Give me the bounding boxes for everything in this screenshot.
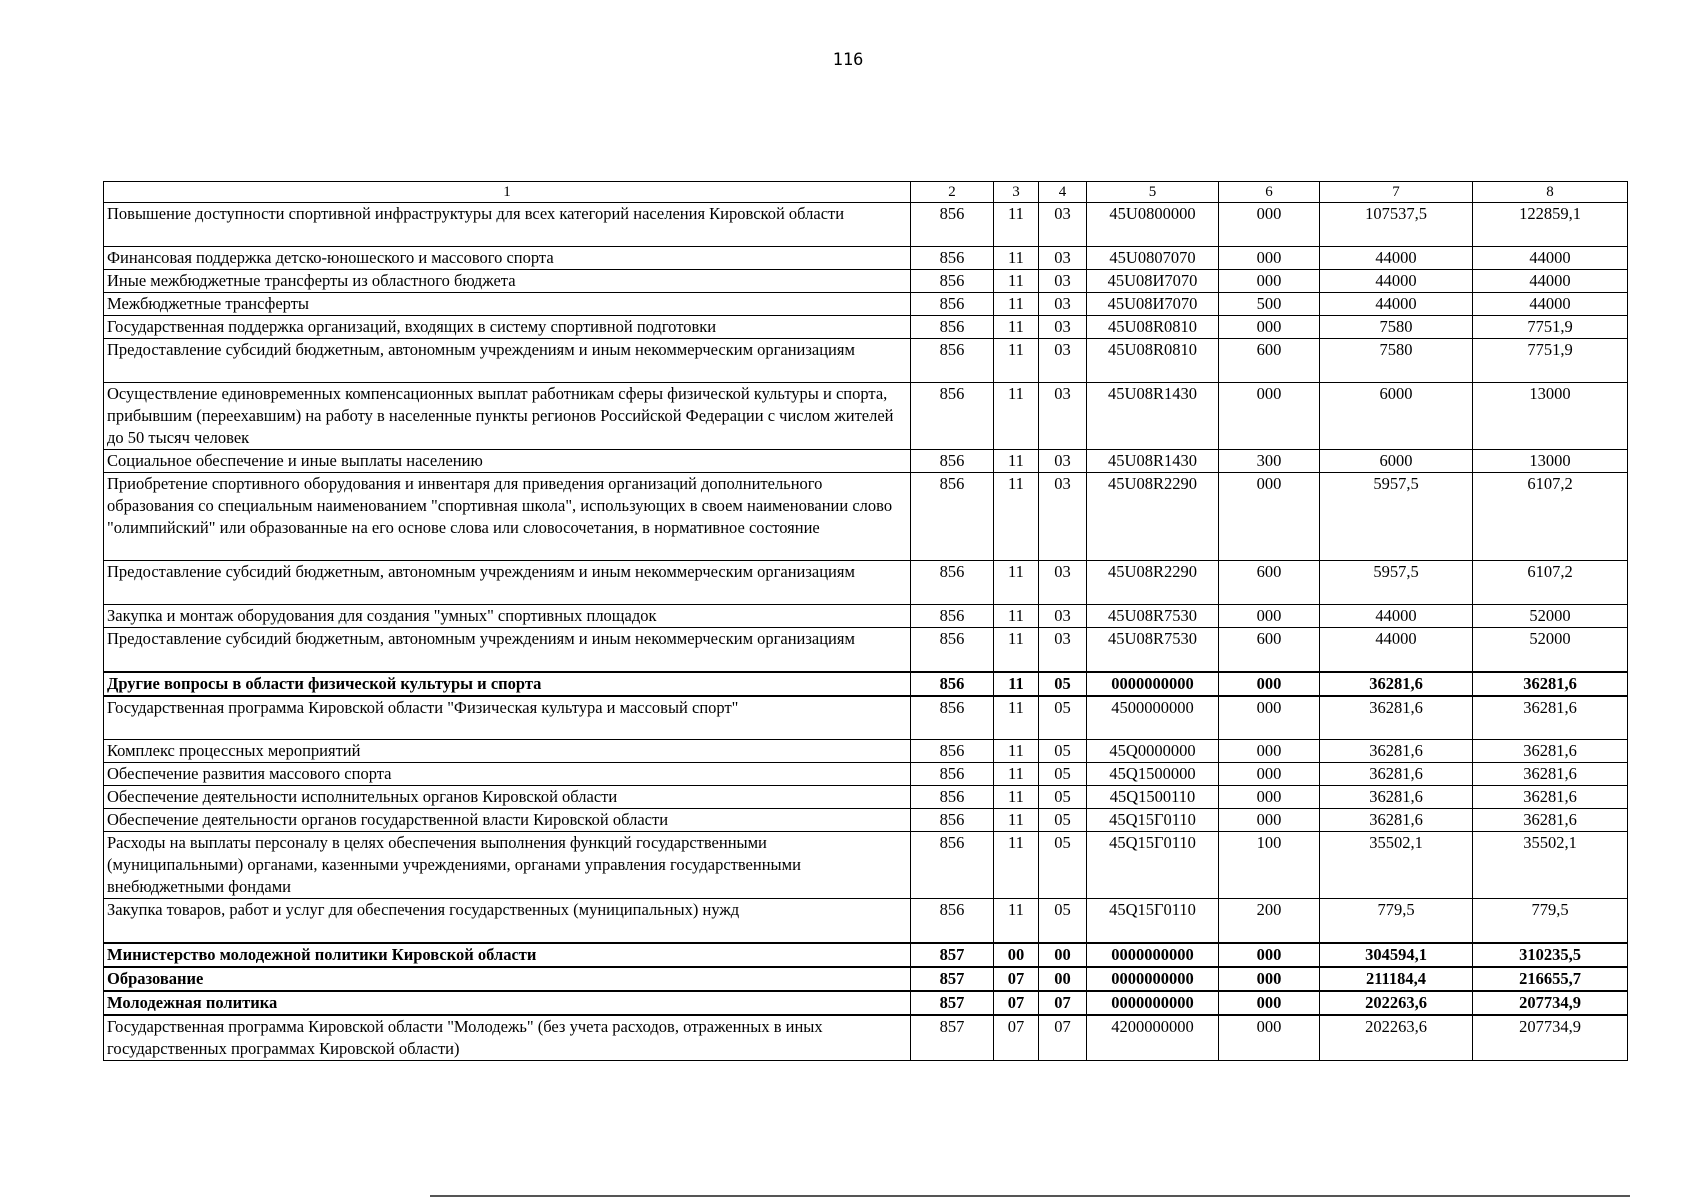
cell-col-8: 36281,6 <box>1473 809 1628 832</box>
cell-col-8: 44000 <box>1473 293 1628 316</box>
cell-col-5: 45U08R1430 <box>1087 450 1219 473</box>
cell-col-5: 45U08R0810 <box>1087 339 1219 383</box>
cell-col-4: 03 <box>1039 293 1087 316</box>
cell-col-2: 857 <box>911 991 994 1015</box>
cell-col-8: 6107,2 <box>1473 561 1628 605</box>
cell-col-7: 44000 <box>1320 270 1473 293</box>
cell-col-6: 200 <box>1219 899 1320 943</box>
table-row <box>104 247 1628 270</box>
cell-col-7: 35502,1 <box>1320 832 1473 899</box>
table-row <box>104 473 1628 561</box>
cell-col-8: 36281,6 <box>1473 696 1628 740</box>
cell-col-6: 000 <box>1219 316 1320 339</box>
header-col-2: 2 <box>911 182 994 203</box>
cell-col-4: 03 <box>1039 561 1087 605</box>
header-col-3: 3 <box>994 182 1039 203</box>
table-row <box>104 991 1628 1015</box>
cell-col-2: 856 <box>911 203 994 247</box>
cell-col-4: 03 <box>1039 450 1087 473</box>
cell-col-4: 03 <box>1039 605 1087 628</box>
cell-col-8: 44000 <box>1473 270 1628 293</box>
table-row <box>104 672 1628 696</box>
cell-col-7: 44000 <box>1320 293 1473 316</box>
cell-col-8: 36281,6 <box>1473 763 1628 786</box>
cell-col-5: 0000000000 <box>1087 967 1219 991</box>
cell-description: Предоставление субсидий бюджетным, автономным учреждениям и иным некоммерческим организациям <box>104 339 911 383</box>
cell-col-7: 36281,6 <box>1320 786 1473 809</box>
cell-col-8: 52000 <box>1473 605 1628 628</box>
cell-col-4: 03 <box>1039 270 1087 293</box>
cell-col-5: 0000000000 <box>1087 672 1219 696</box>
cell-description: Иные межбюджетные трансферты из областного бюджета <box>104 270 911 293</box>
cell-col-8: 7751,9 <box>1473 316 1628 339</box>
cell-col-5: 45Q1500000 <box>1087 763 1219 786</box>
cell-col-6: 000 <box>1219 270 1320 293</box>
cell-col-2: 857 <box>911 943 994 967</box>
cell-col-7: 36281,6 <box>1320 809 1473 832</box>
cell-col-3: 11 <box>994 740 1039 763</box>
cell-description: Образование <box>104 967 911 991</box>
cell-col-4: 05 <box>1039 899 1087 943</box>
cell-col-3: 11 <box>994 473 1039 561</box>
header-col-7: 7 <box>1320 182 1473 203</box>
cell-description: Государственная программа Кировской области "Молодежь" (без учета расходов, отраженных в иных государственных программах Кировской области) <box>104 1015 911 1061</box>
cell-col-6: 600 <box>1219 628 1320 672</box>
cell-col-8: 122859,1 <box>1473 203 1628 247</box>
cell-col-2: 856 <box>911 473 994 561</box>
cell-col-4: 05 <box>1039 832 1087 899</box>
cell-description: Министерство молодежной политики Кировской области <box>104 943 911 967</box>
cell-col-2: 856 <box>911 740 994 763</box>
cell-col-6: 000 <box>1219 203 1320 247</box>
budget-table <box>103 181 1628 1061</box>
cell-col-3: 11 <box>994 809 1039 832</box>
cell-description: Обеспечение развития массового спорта <box>104 763 911 786</box>
cell-col-2: 856 <box>911 561 994 605</box>
cell-col-5: 45U08R2290 <box>1087 561 1219 605</box>
cell-col-3: 11 <box>994 696 1039 740</box>
cell-col-7: 6000 <box>1320 383 1473 450</box>
cell-col-8: 207734,9 <box>1473 991 1628 1015</box>
cell-col-3: 11 <box>994 832 1039 899</box>
cell-col-4: 05 <box>1039 763 1087 786</box>
page-number: 116 <box>832 50 864 70</box>
table-row <box>104 967 1628 991</box>
cell-col-6: 000 <box>1219 696 1320 740</box>
table-row <box>104 383 1628 450</box>
cell-description: Повышение доступности спортивной инфраструктуры для всех категорий населения Кировской области <box>104 203 911 247</box>
cell-col-6: 000 <box>1219 383 1320 450</box>
cell-col-8: 310235,5 <box>1473 943 1628 967</box>
cell-col-8: 216655,7 <box>1473 967 1628 991</box>
cell-col-5: 45U0807070 <box>1087 247 1219 270</box>
cell-col-8: 7751,9 <box>1473 339 1628 383</box>
cell-col-3: 11 <box>994 786 1039 809</box>
cell-description: Обеспечение деятельности исполнительных органов Кировской области <box>104 786 911 809</box>
cell-col-5: 4500000000 <box>1087 696 1219 740</box>
cell-description: Государственная программа Кировской области "Физическая культура и массовый спорт" <box>104 696 911 740</box>
cell-col-4: 03 <box>1039 339 1087 383</box>
table-row <box>104 316 1628 339</box>
cell-col-2: 856 <box>911 672 994 696</box>
cell-col-3: 11 <box>994 628 1039 672</box>
cell-col-3: 11 <box>994 339 1039 383</box>
cell-col-4: 03 <box>1039 247 1087 270</box>
cell-col-2: 856 <box>911 383 994 450</box>
cell-col-4: 00 <box>1039 967 1087 991</box>
cell-col-6: 000 <box>1219 991 1320 1015</box>
cell-col-5: 45U0800000 <box>1087 203 1219 247</box>
cell-col-5: 45U08И7070 <box>1087 270 1219 293</box>
cell-col-6: 600 <box>1219 561 1320 605</box>
cell-col-7: 6000 <box>1320 450 1473 473</box>
table-row <box>104 763 1628 786</box>
cell-col-4: 03 <box>1039 316 1087 339</box>
cell-description: Предоставление субсидий бюджетным, автономным учреждениям и иным некоммерческим организациям <box>104 628 911 672</box>
cell-col-7: 202263,6 <box>1320 991 1473 1015</box>
cell-col-2: 856 <box>911 339 994 383</box>
cell-col-5: 45U08R1430 <box>1087 383 1219 450</box>
cell-description: Приобретение спортивного оборудования и инвентаря для приведения организаций дополнительного образования со специальным наименованием "спортивная школа", использующих в своем наименовании слово "олимпийский" или образованные на его основе слова или словосочетания, в нормативное состояние <box>104 473 911 561</box>
cell-description: Государственная поддержка организаций, входящих в систему спортивной подготовки <box>104 316 911 339</box>
cell-description: Обеспечение деятельности органов государственной власти Кировской области <box>104 809 911 832</box>
cell-col-5: 45Q15Г0110 <box>1087 832 1219 899</box>
cell-col-6: 000 <box>1219 672 1320 696</box>
cell-col-7: 44000 <box>1320 247 1473 270</box>
cell-col-7: 36281,6 <box>1320 672 1473 696</box>
cell-col-2: 856 <box>911 809 994 832</box>
cell-col-7: 304594,1 <box>1320 943 1473 967</box>
cell-col-5: 45U08R0810 <box>1087 316 1219 339</box>
cell-col-5: 45U08R2290 <box>1087 473 1219 561</box>
cell-col-8: 207734,9 <box>1473 1015 1628 1061</box>
cell-col-3: 11 <box>994 316 1039 339</box>
cell-description: Межбюджетные трансферты <box>104 293 911 316</box>
cell-col-6: 300 <box>1219 450 1320 473</box>
cell-col-6: 000 <box>1219 763 1320 786</box>
cell-description: Комплекс процессных мероприятий <box>104 740 911 763</box>
cell-col-4: 03 <box>1039 203 1087 247</box>
header-col-5: 5 <box>1087 182 1219 203</box>
cell-col-7: 7580 <box>1320 316 1473 339</box>
cell-col-3: 11 <box>994 450 1039 473</box>
cell-col-3: 11 <box>994 247 1039 270</box>
cell-col-8: 52000 <box>1473 628 1628 672</box>
cell-col-7: 5957,5 <box>1320 561 1473 605</box>
cell-col-5: 45U08R7530 <box>1087 605 1219 628</box>
cell-description: Социальное обеспечение и иные выплаты населению <box>104 450 911 473</box>
cell-col-2: 856 <box>911 763 994 786</box>
cell-col-2: 856 <box>911 316 994 339</box>
cell-col-6: 000 <box>1219 967 1320 991</box>
cell-col-7: 7580 <box>1320 339 1473 383</box>
cell-description: Предоставление субсидий бюджетным, автономным учреждениям и иным некоммерческим организациям <box>104 561 911 605</box>
table-row <box>104 270 1628 293</box>
cell-col-2: 856 <box>911 293 994 316</box>
cell-col-2: 856 <box>911 832 994 899</box>
cell-description: Закупка и монтаж оборудования для создания "умных" спортивных площадок <box>104 605 911 628</box>
cell-col-8: 13000 <box>1473 383 1628 450</box>
cell-col-7: 5957,5 <box>1320 473 1473 561</box>
cell-col-3: 11 <box>994 561 1039 605</box>
cell-col-7: 36281,6 <box>1320 740 1473 763</box>
cell-col-6: 000 <box>1219 1015 1320 1061</box>
cell-col-7: 779,5 <box>1320 899 1473 943</box>
cell-col-6: 000 <box>1219 943 1320 967</box>
cell-col-2: 856 <box>911 899 994 943</box>
header-col-6: 6 <box>1219 182 1320 203</box>
cell-col-8: 44000 <box>1473 247 1628 270</box>
cell-col-4: 03 <box>1039 628 1087 672</box>
cell-col-2: 856 <box>911 450 994 473</box>
cell-col-8: 779,5 <box>1473 899 1628 943</box>
cell-col-3: 11 <box>994 293 1039 316</box>
cell-col-7: 44000 <box>1320 605 1473 628</box>
cell-col-3: 07 <box>994 991 1039 1015</box>
table-row <box>104 1015 1628 1061</box>
cell-col-7: 36281,6 <box>1320 763 1473 786</box>
table-row <box>104 899 1628 943</box>
cell-col-7: 202263,6 <box>1320 1015 1473 1061</box>
cell-description: Осуществление единовременных компенсационных выплат работникам сферы физической культуры и спорта, прибывшим (переехавшим) на работу в населенные пункты регионов Российской Федерации с числом жителей до 50 тысяч человек <box>104 383 911 450</box>
table-row <box>104 740 1628 763</box>
cell-col-3: 11 <box>994 383 1039 450</box>
cell-col-5: 0000000000 <box>1087 991 1219 1015</box>
cell-col-6: 600 <box>1219 339 1320 383</box>
table-row <box>104 605 1628 628</box>
cell-col-2: 856 <box>911 270 994 293</box>
cell-col-6: 500 <box>1219 293 1320 316</box>
cell-col-7: 211184,4 <box>1320 967 1473 991</box>
cell-col-8: 35502,1 <box>1473 832 1628 899</box>
cell-col-6: 000 <box>1219 605 1320 628</box>
header-col-1: 1 <box>104 182 911 203</box>
cell-col-7: 36281,6 <box>1320 696 1473 740</box>
table-row <box>104 696 1628 740</box>
cell-col-6: 000 <box>1219 740 1320 763</box>
cell-col-4: 00 <box>1039 943 1087 967</box>
cell-description: Другие вопросы в области физической культуры и спорта <box>104 672 911 696</box>
cell-col-7: 44000 <box>1320 628 1473 672</box>
cell-col-4: 05 <box>1039 740 1087 763</box>
cell-col-2: 856 <box>911 696 994 740</box>
cell-col-3: 11 <box>994 899 1039 943</box>
cell-col-3: 07 <box>994 1015 1039 1061</box>
cell-col-6: 000 <box>1219 786 1320 809</box>
header-col-4: 4 <box>1039 182 1087 203</box>
table-row <box>104 943 1628 967</box>
cell-description: Финансовая поддержка детско-юношеского и массового спорта <box>104 247 911 270</box>
cell-col-3: 11 <box>994 270 1039 293</box>
cell-col-5: 45U08R7530 <box>1087 628 1219 672</box>
table-row <box>104 786 1628 809</box>
cell-col-3: 11 <box>994 203 1039 247</box>
cell-col-4: 05 <box>1039 809 1087 832</box>
cell-col-6: 000 <box>1219 247 1320 270</box>
cell-col-2: 857 <box>911 967 994 991</box>
cell-col-6: 100 <box>1219 832 1320 899</box>
cell-col-4: 05 <box>1039 786 1087 809</box>
cell-col-4: 03 <box>1039 473 1087 561</box>
cell-col-4: 07 <box>1039 991 1087 1015</box>
cell-col-3: 07 <box>994 967 1039 991</box>
table-row <box>104 809 1628 832</box>
cell-col-5: 0000000000 <box>1087 943 1219 967</box>
cell-description: Расходы на выплаты персоналу в целях обеспечения выполнения функций государственными (муниципальными) органами, казенными учреждениями, органами управления государственными внебюджетными фондами <box>104 832 911 899</box>
cell-col-2: 856 <box>911 247 994 270</box>
bottom-rule <box>430 1195 1630 1197</box>
cell-col-5: 45Q1500110 <box>1087 786 1219 809</box>
cell-col-3: 11 <box>994 672 1039 696</box>
cell-col-6: 000 <box>1219 809 1320 832</box>
cell-col-4: 07 <box>1039 1015 1087 1061</box>
cell-col-8: 36281,6 <box>1473 740 1628 763</box>
cell-col-5: 45Q0000000 <box>1087 740 1219 763</box>
cell-description: Закупка товаров, работ и услуг для обеспечения государственных (муниципальных) нужд <box>104 899 911 943</box>
table-header-row <box>104 182 1628 203</box>
cell-col-7: 107537,5 <box>1320 203 1473 247</box>
cell-col-5: 45Q15Г0110 <box>1087 809 1219 832</box>
cell-col-4: 05 <box>1039 696 1087 740</box>
cell-col-3: 00 <box>994 943 1039 967</box>
cell-col-8: 6107,2 <box>1473 473 1628 561</box>
cell-col-4: 03 <box>1039 383 1087 450</box>
cell-col-2: 856 <box>911 605 994 628</box>
cell-col-2: 856 <box>911 786 994 809</box>
cell-col-5: 45Q15Г0110 <box>1087 899 1219 943</box>
cell-col-8: 13000 <box>1473 450 1628 473</box>
cell-col-5: 4200000000 <box>1087 1015 1219 1061</box>
table-row <box>104 339 1628 383</box>
cell-col-2: 856 <box>911 628 994 672</box>
cell-col-8: 36281,6 <box>1473 672 1628 696</box>
table-row <box>104 561 1628 605</box>
header-col-8: 8 <box>1473 182 1628 203</box>
cell-col-4: 05 <box>1039 672 1087 696</box>
cell-col-2: 857 <box>911 1015 994 1061</box>
table-row <box>104 203 1628 247</box>
table-row <box>104 293 1628 316</box>
cell-description: Молодежная политика <box>104 991 911 1015</box>
table-row <box>104 628 1628 672</box>
cell-col-5: 45U08И7070 <box>1087 293 1219 316</box>
cell-col-3: 11 <box>994 605 1039 628</box>
cell-col-8: 36281,6 <box>1473 786 1628 809</box>
table-row <box>104 832 1628 899</box>
cell-col-3: 11 <box>994 763 1039 786</box>
cell-col-6: 000 <box>1219 473 1320 561</box>
table-row <box>104 450 1628 473</box>
